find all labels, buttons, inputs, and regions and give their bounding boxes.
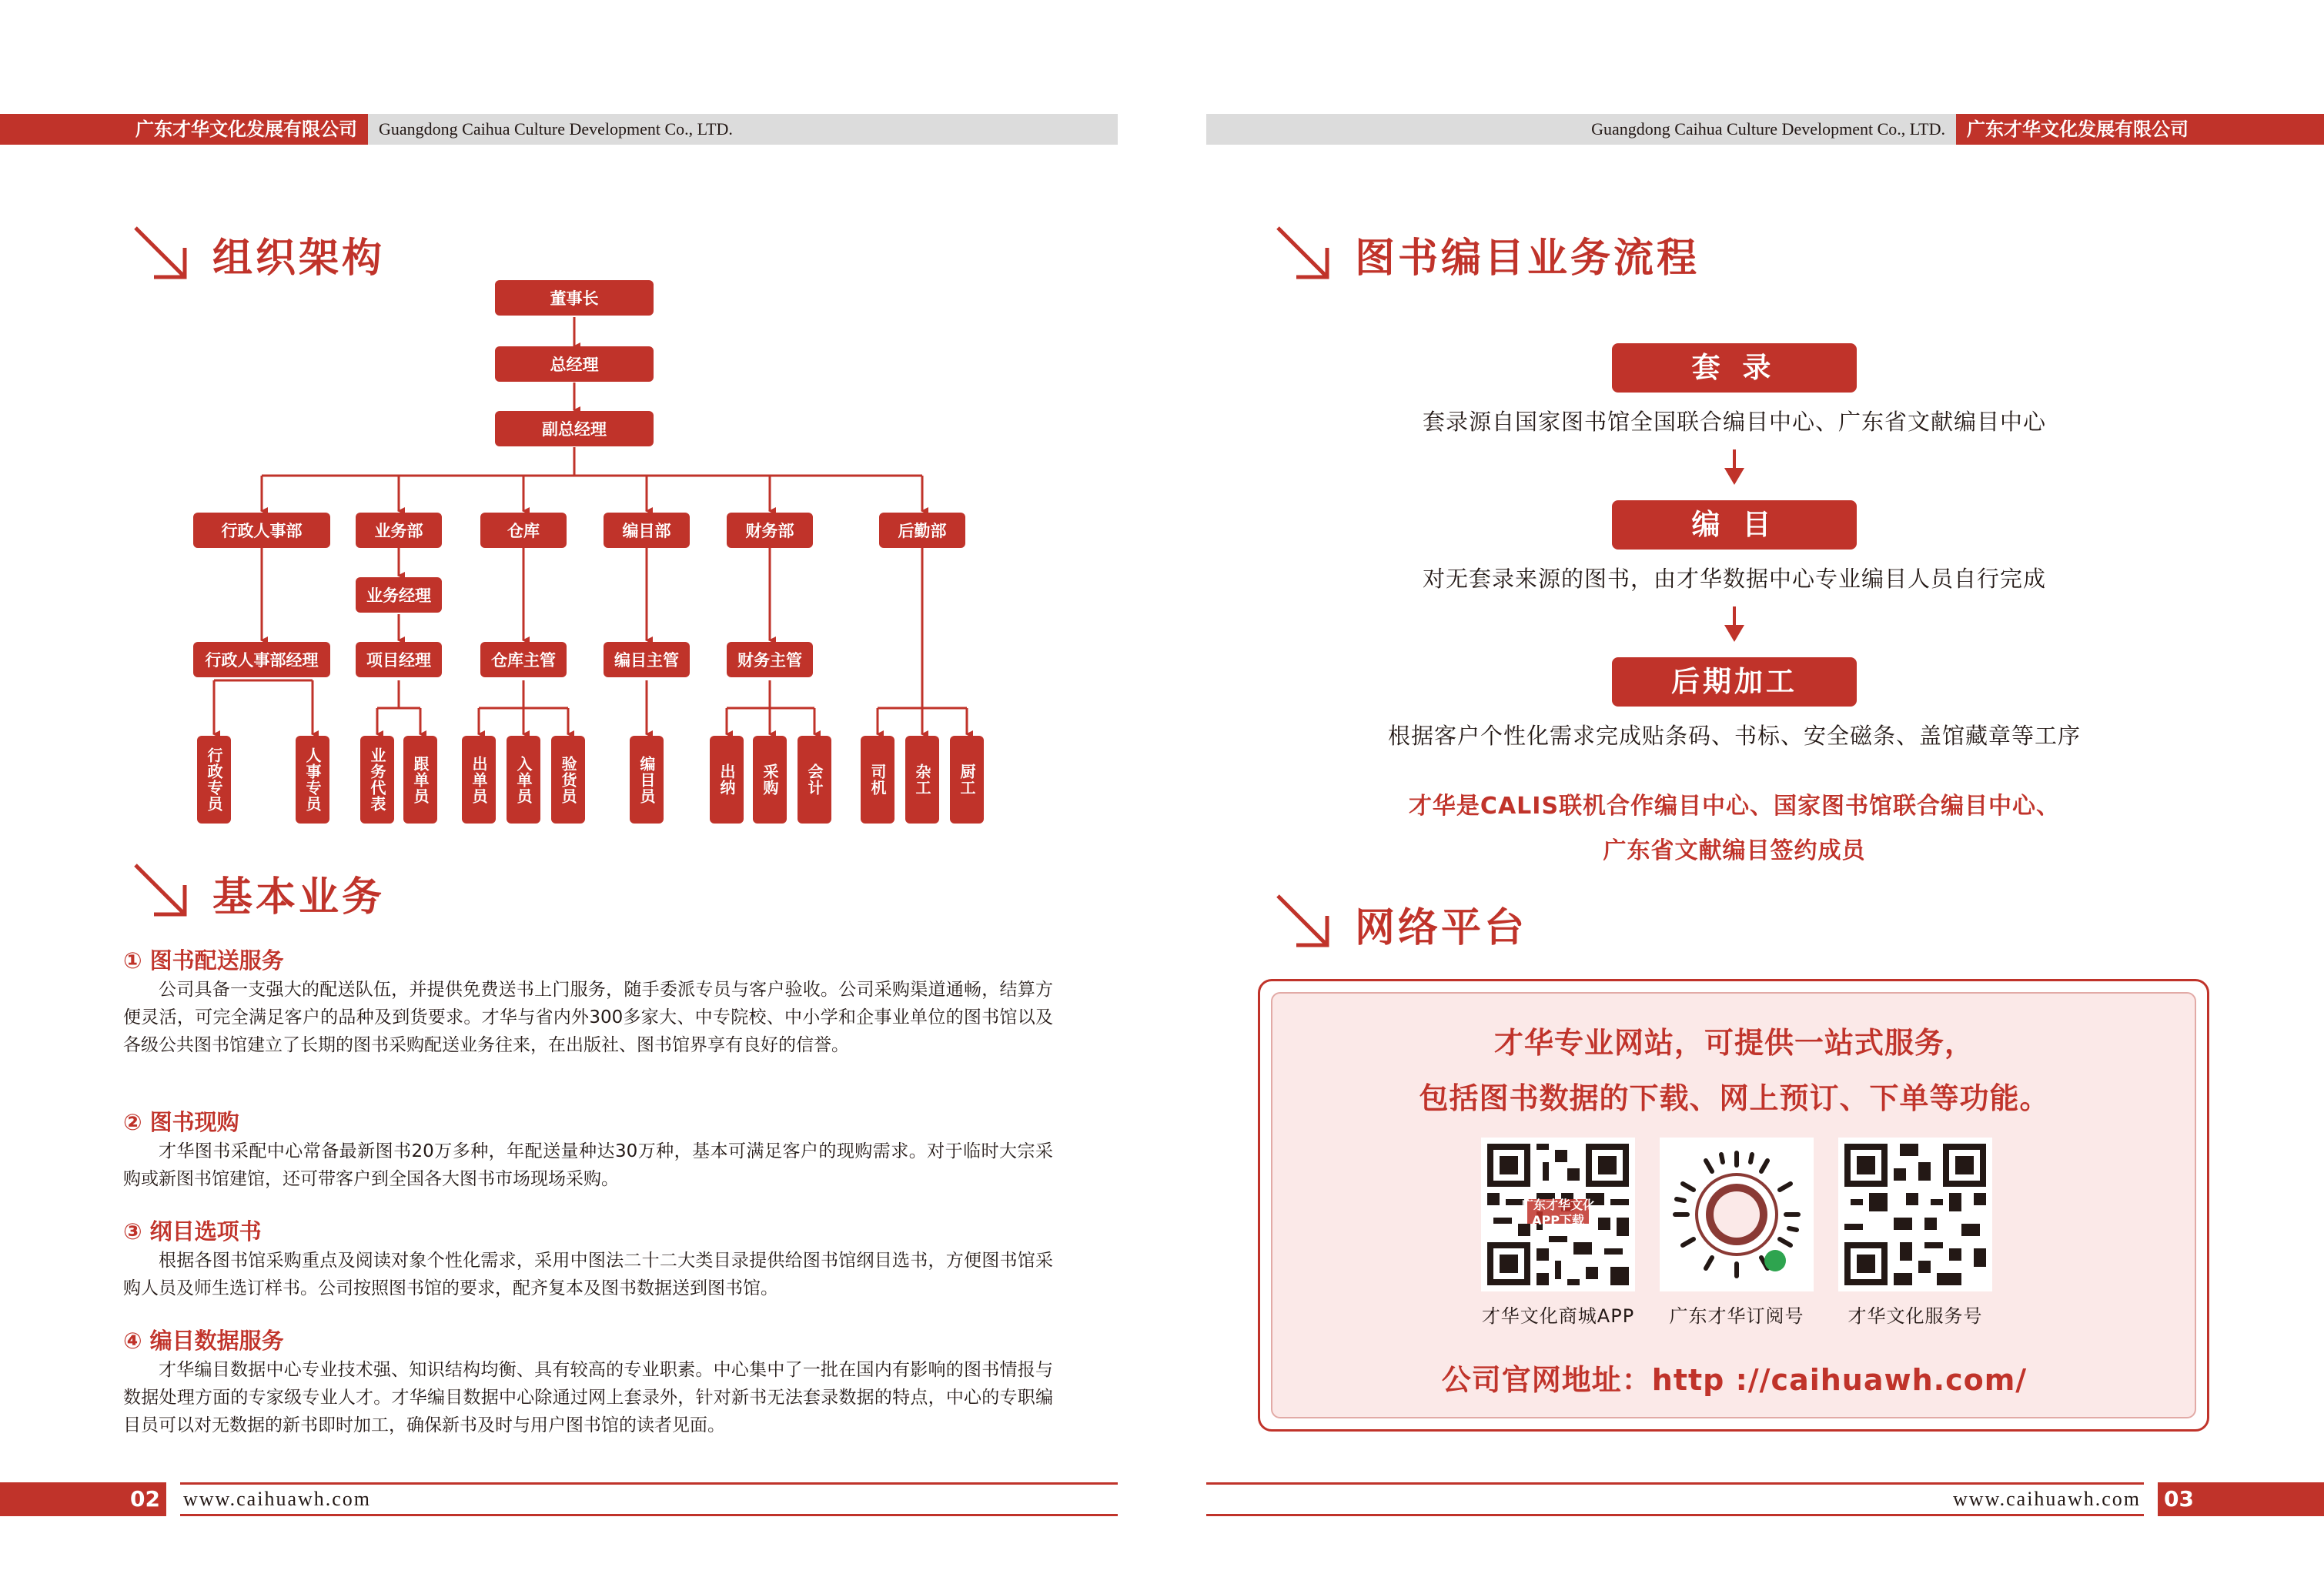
org-staff: 会计 (798, 736, 831, 824)
flow-step-desc: 根据客户个性化需求完成贴条码、书标、安全磁条、盖馆藏章等工序 (1387, 723, 2081, 749)
flow-section-title: 图书编目业务流程 (1355, 236, 1700, 282)
qr-overlay-text: 广东才华文化APP下载 (1520, 1198, 1595, 1228)
mini-program-code-icon[interactable] (1660, 1138, 1814, 1291)
platform-section-title: 网络平台 (1355, 905, 1528, 951)
business-item (123, 945, 1053, 1059)
business-item (123, 1216, 1053, 1302)
platform-line1: 才华专业网站，可提供一站式服务， (1493, 1026, 1975, 1060)
footer-right (1206, 1482, 2324, 1516)
org-staff: 行政专员 (197, 736, 231, 824)
org-biz-manager: 业务经理 (356, 577, 442, 613)
org-dept: 编目部 (604, 513, 690, 548)
header-company-en-left: Guangdong Caihua Culture Development Co., LTD. (368, 114, 1118, 145)
org-dept: 业务部 (356, 513, 442, 548)
flow-step-desc: 对无套录来源的图书，由才华数据中心专业编目人员自行完成 (1422, 566, 2046, 592)
footer-left (0, 1482, 1118, 1516)
org-dept: 后勤部 (879, 513, 965, 548)
org-manager: 仓库主管 (480, 642, 567, 677)
org-staff: 采购 (753, 736, 787, 824)
org-staff: 厨工 (950, 736, 984, 824)
org-vice-general-manager: 副总经理 (495, 411, 654, 446)
org-staff: 验货员 (551, 736, 585, 824)
header-company-cn-right: 广东才华文化发展有限公司 (1956, 114, 2324, 145)
flow-step-box: 编 目 (1612, 500, 1857, 550)
business-section-title: 基本业务 (212, 874, 386, 920)
qr-caption: 才华文化服务号 (1847, 1305, 1983, 1327)
page-number: 02 (0, 1482, 166, 1516)
header-right (1206, 114, 2324, 145)
flow-note: 广东省文献编目签约成员 (1603, 837, 1866, 864)
page-number: 03 (2158, 1482, 2324, 1516)
business-item-text: 才华图书采配中心常备最新图书20万多种，年配送量种达30万种，基本可满足客户的现购需求。对于临时大宗采购或新图书馆建馆，还可带客户到全国各大图书市场现场采购。 (123, 1141, 1053, 1189)
org-chairman: 董事长 (495, 280, 654, 316)
org-dept: 行政人事部 (193, 513, 330, 548)
org-staff: 编目员 (630, 736, 664, 824)
business-item-text: 公司具备一支强大的配送队伍，并提供免费送书上门服务，随手委派专员与客户验收。公司采购渠道通畅，结算方便灵活，可完全满足客户的品种及到货要求。才华与省内外300多家大、中专院校、中小学和企事业单位的图书馆以及各级公共图书馆建立了长期的图书采购配送业务往来，在出版社、图书馆界享有良好的信誉。 (123, 980, 1053, 1055)
platform-line2: 包括图书数据的下载、网上预订、下单等功能。 (1419, 1081, 2050, 1115)
flow-down-arrow-icon (1723, 448, 1746, 486)
qr-caption: 才华文化商城APP (1481, 1305, 1635, 1327)
business-item-head: ④ 编目数据服务 (123, 1328, 284, 1354)
flow-step-box: 后期加工 (1612, 657, 1857, 707)
header-company-cn-left: 广东才华文化发展有限公司 (0, 114, 368, 145)
org-manager: 行政人事部经理 (193, 642, 330, 677)
org-general-manager: 总经理 (495, 346, 654, 382)
business-item-text: 才华编目数据中心专业技术强、知识结构均衡、具有较高的专业职素。中心集中了一批在国内有影响的图书情报与数据处理方面的专家级专业人才。才华编目数据中心除通过网上套录外，针对新书无法套录数据的特点，中心的专职编目员可以对无数据的新书即时加工，确保新书及时与用户图书馆的读者见面。 (123, 1360, 1053, 1435)
section-arrow-icon (1273, 223, 1335, 285)
org-manager: 财务主管 (727, 642, 813, 677)
org-staff: 司机 (861, 736, 894, 824)
org-staff: 人事专员 (296, 736, 329, 824)
flow-step-desc: 套录源自国家图书馆全国联合编目中心、广东省文献编目中心 (1422, 409, 2046, 435)
qr-code-icon[interactable] (1838, 1138, 1992, 1291)
section-arrow-icon (131, 860, 192, 922)
flow-step-box: 套 录 (1612, 343, 1857, 393)
header-company-en-right: Guangdong Caihua Culture Development Co., LTD. (1206, 114, 1956, 145)
business-item-head: ① 图书配送服务 (123, 947, 284, 974)
business-item-head: ③ 纲目选项书 (123, 1218, 262, 1245)
org-manager: 项目经理 (356, 642, 442, 677)
website-address[interactable]: 公司官网地址：http ://caihuawh.com/ (1441, 1363, 2028, 1397)
org-staff: 杂工 (905, 736, 939, 824)
org-dept: 财务部 (727, 513, 813, 548)
business-item (123, 1325, 1053, 1439)
org-staff: 跟单员 (403, 736, 437, 824)
business-item-head: ② 图书现购 (123, 1109, 239, 1135)
footer-url[interactable]: www.caihuawh.com (180, 1482, 1118, 1516)
flow-down-arrow-icon (1723, 605, 1746, 643)
section-arrow-icon (1273, 891, 1335, 953)
flow-note: 才华是CALIS联机合作编目中心、国家图书馆联合编目中心、 (1408, 793, 2061, 820)
org-staff: 出纳 (710, 736, 744, 824)
org-section-title: 组织架构 (212, 236, 386, 282)
footer-url[interactable]: www.caihuawh.com (1206, 1482, 2144, 1516)
org-staff: 出单员 (462, 736, 496, 824)
org-dept: 仓库 (480, 513, 567, 548)
org-manager: 编目主管 (604, 642, 690, 677)
qr-caption: 广东才华订阅号 (1669, 1305, 1804, 1327)
org-staff: 业务代表 (360, 736, 394, 824)
business-item (123, 1107, 1053, 1193)
business-item-text: 根据各图书馆采购重点及阅读对象个性化需求，采用中图法二十二大类目录提供给图书馆纲目选书，方便图书馆采购人员及师生选订样书。公司按照图书馆的要求，配齐复本及图书数据送到图书馆。 (123, 1251, 1053, 1298)
org-staff: 入单员 (507, 736, 540, 824)
